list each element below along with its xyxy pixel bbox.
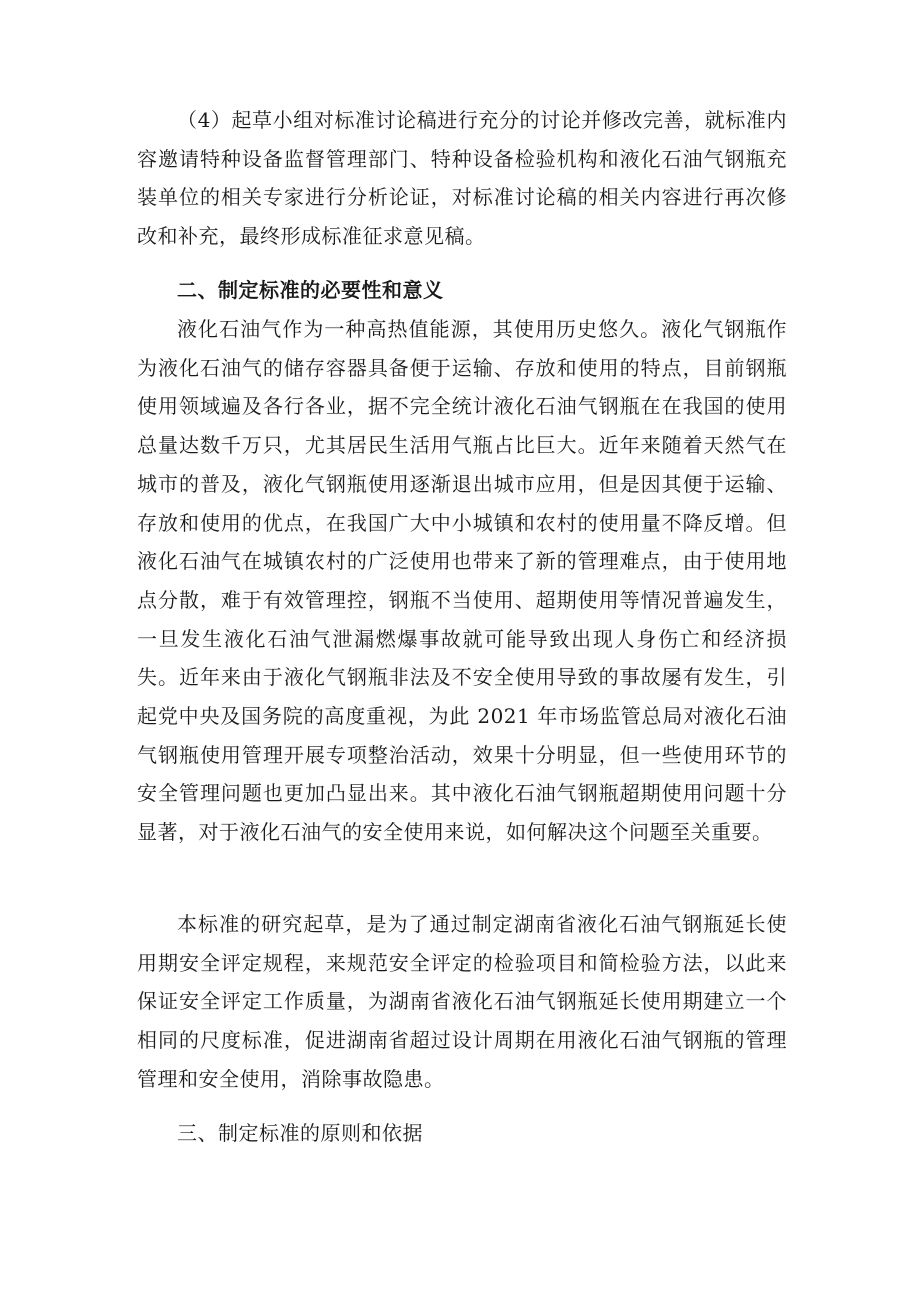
section-heading-principles: 三、制定标准的原则和依据: [177, 1121, 423, 1145]
paragraph-necessity-body: 液化石油气作为一种高热值能源，其使用历史悠久。液化气钢瓶作为液化石油气的储存容器具备便于运输、存放和使用的特点，目前钢瓶使用领域遍及各行各业，据不完全统计液化石油气钢瓶在在我国的使用总量达数千万只，尤其居民生活用气瓶占比巨大。近年来随着天然气在城市的普及，液化气钢瓶使用逐渐退出城市应用，但是因其便于运输、存放和使用的优点，在我国广大中小城镇和农村的使用量不降反增。但液化石油气在城镇农村的广泛使用也带来了新的管理难点，由于使用地点分散，难于有效管理控，钢瓶不当使用、超期使用等情况普遍发生，一旦发生液化石油气泄漏燃爆事故就可能导致出现人身伤亡和经济损失。近年来由于液化气钢瓶非法及不安全使用导致的事故屡有发生，引起党中央及国务院的高度重视，为此 2021 年市场监管总局对液化石油气钢瓶使用管理开展专项整治活动，效果十分明显，但一些使用环节的安全管理问题也更加凸显出来。其中液化石油气钢瓶超期使用问题十分显著，对于液化石油气的安全使用来说，如何解决这个问题至关重要。: [137, 317, 787, 845]
paragraph-purpose: 本标准的研究起草，是为了通过制定湖南省液化石油气钢瓶延长使用期安全评定规程，来规范安全评定的检验项目和简检验方法，以此来保证安全评定工作质量，为湖南省液化石油气钢瓶延长使用期建立一个相同的尺度标准，促进湖南省超过设计周期在用液化石油气钢瓶的管理管理和安全使用，消除事故隐患。: [137, 912, 787, 1091]
section-heading-necessity: 二、制定标准的必要性和意义: [177, 278, 444, 302]
paragraph-drafting-step-4: （4）起草小组对标准讨论稿进行充分的讨论并修改完善，就标准内容邀请特种设备监督管理部门、特种设备检验机构和液化石油气钢瓶充装单位的相关专家进行分析论证，对标准讨论稿的相关内容进行再次修改和补充，最终形成标准征求意见稿。: [137, 108, 787, 249]
